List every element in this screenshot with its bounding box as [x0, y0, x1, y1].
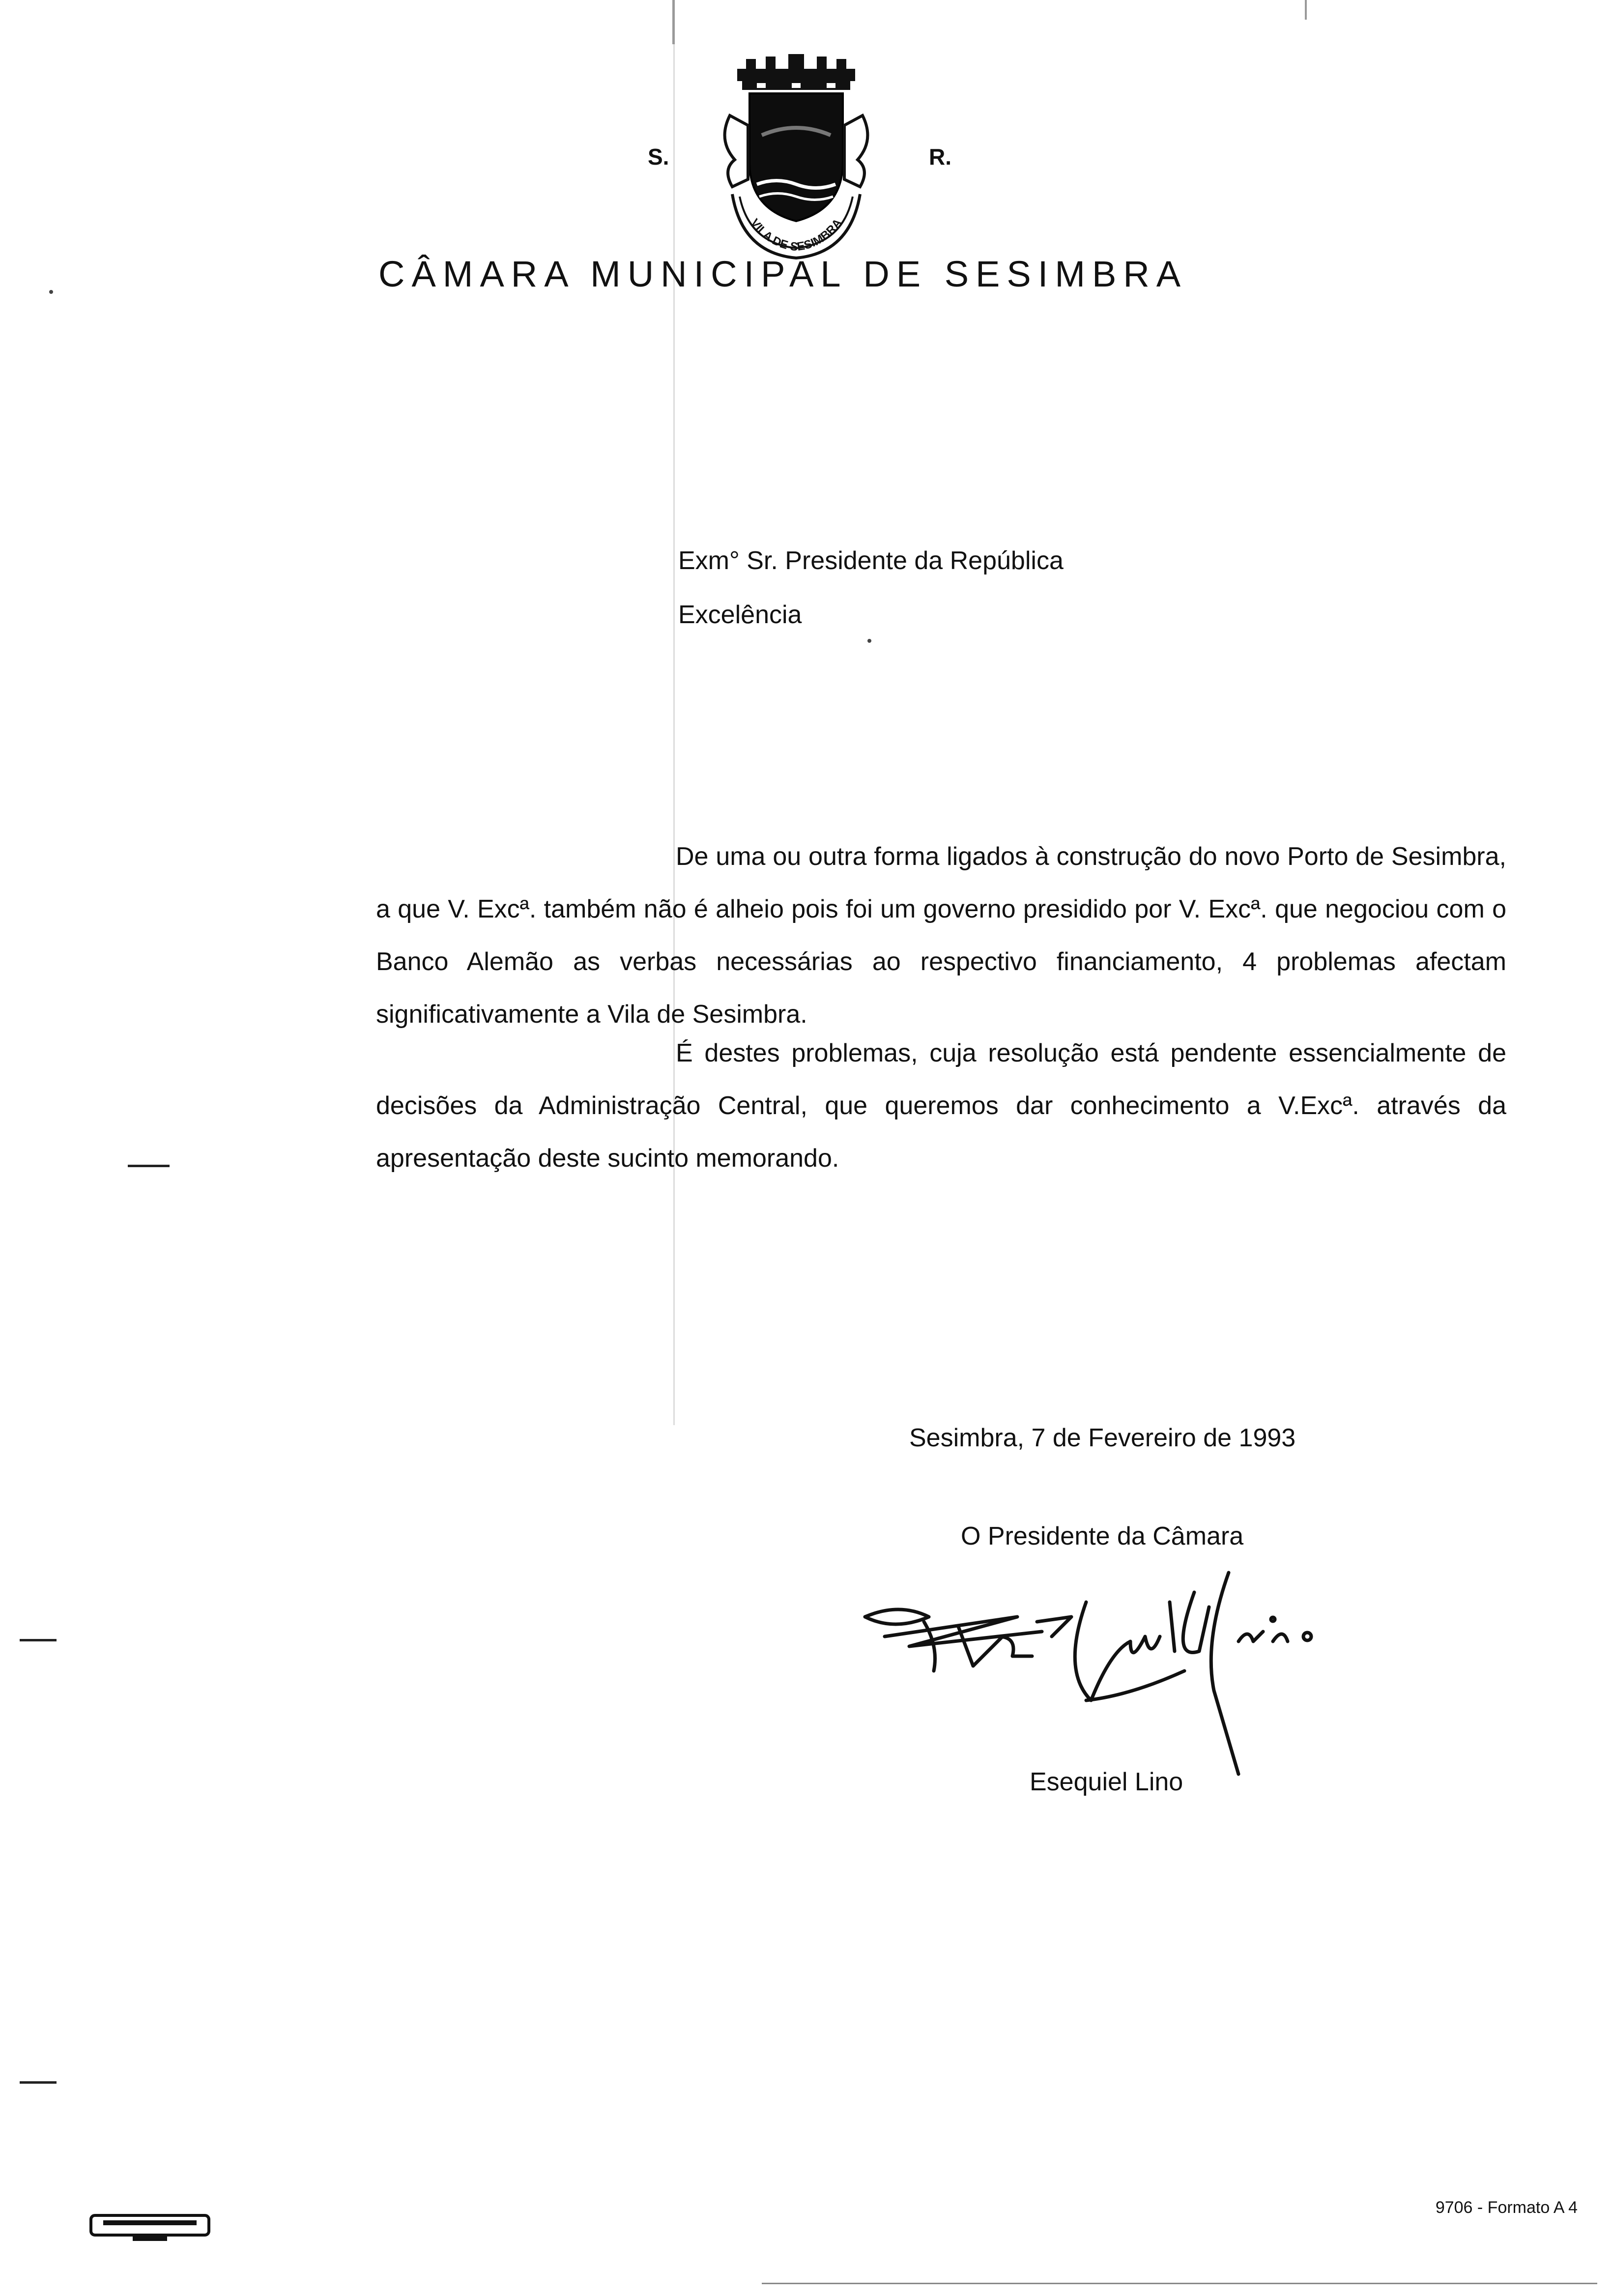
margin-dash [128, 1165, 170, 1167]
fold-mark-top-right [1305, 0, 1307, 20]
bottom-edge-line [762, 2283, 1597, 2284]
body-paragraph-1-text: De uma ou outra forma ligados à construção do novo Porto de Sesimbra, a que V. Excª. também não é alheio pois foi um governo presidido por V. Excª. que negociou com o Banco Alemão as verbas necessárias ao respectivo financiamento, 4 problemas afectam significativamente a Vila de Sesimbra. [376, 842, 1506, 1029]
handwritten-signature [855, 1563, 1371, 1799]
margin-dot [49, 290, 53, 294]
margin-dot [867, 639, 871, 643]
place-and-date: Sesimbra, 7 de Fevereiro de 1993 [909, 1424, 1296, 1452]
fold-mark-top [672, 0, 675, 44]
printer-stamp-icon [88, 2211, 211, 2246]
crest-motto: VILA DE SESIMBRA [748, 216, 845, 254]
signatory-role: O Presidente da Câmara [961, 1522, 1244, 1550]
body-paragraph-2-text: É destes problemas, cuja resolução está pendente essencialmente de decisões da Administração Central, que queremos dar conhecimento a V.Excª. através da apresentação deste sucinto memorando. [376, 1039, 1506, 1173]
margin-dash [20, 1639, 57, 1641]
letterhead-right-letter: R. [929, 144, 951, 170]
form-code: 9706 - Formato A 4 [1435, 2198, 1578, 2217]
recipient-title: Excelência [678, 601, 802, 629]
body-paragraph-2 [376, 1027, 1506, 1185]
organization-title: CÂMARA MUNICIPAL DE SESIMBRA [378, 254, 1188, 294]
margin-dash [20, 2081, 57, 2084]
signatory-name: Esequiel Lino [1030, 1768, 1183, 1796]
fold-line [673, 0, 675, 1425]
letterhead-left-letter: S. [648, 144, 669, 170]
body-paragraph-1 [376, 831, 1506, 1041]
recipient-salutation: Exm° Sr. Presidente da República [678, 546, 1064, 575]
municipal-crest-icon [703, 47, 890, 263]
